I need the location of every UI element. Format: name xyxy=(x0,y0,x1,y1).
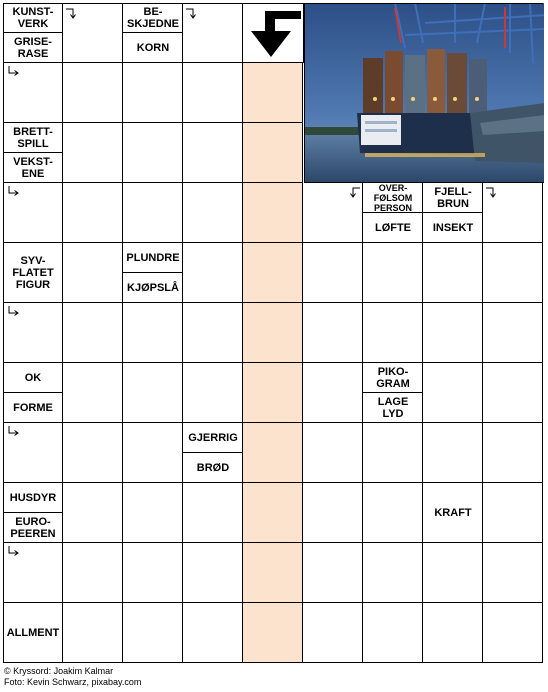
answer-cell[interactable] xyxy=(483,483,543,543)
solution-cell[interactable] xyxy=(243,63,303,123)
answer-cell[interactable] xyxy=(423,243,483,303)
clue-text: BRØD xyxy=(196,461,230,474)
crossword-grid xyxy=(3,3,543,663)
arrow-down-right-icon xyxy=(6,65,20,79)
clue-text: LØFTE xyxy=(374,221,412,234)
answer-cell[interactable] xyxy=(303,363,363,423)
clue-text: KRAFT xyxy=(434,507,472,519)
answer-cell[interactable] xyxy=(363,603,423,663)
answer-cell[interactable] xyxy=(123,63,183,123)
answer-cell[interactable] xyxy=(183,303,243,363)
solution-cell[interactable] xyxy=(243,483,303,543)
solution-cell[interactable] xyxy=(243,543,303,603)
clue-text: FORME xyxy=(13,401,53,414)
arrow-down-right-icon xyxy=(6,185,20,199)
clue-frame xyxy=(3,483,63,543)
clue-frame xyxy=(423,183,483,243)
clue-text: INSEKT xyxy=(432,221,474,234)
clue-frame xyxy=(3,3,63,63)
answer-cell[interactable] xyxy=(303,543,363,603)
clue-frame xyxy=(423,483,483,543)
arrow-down-right-icon xyxy=(6,425,20,439)
answer-cell[interactable] xyxy=(423,423,483,483)
answer-cell[interactable] xyxy=(483,603,543,663)
clue-frame xyxy=(3,363,63,423)
arrow-right-down-icon xyxy=(485,185,499,199)
answer-cell[interactable] xyxy=(63,63,123,123)
arrow-down-right-icon xyxy=(6,305,20,319)
answer-cell[interactable] xyxy=(423,363,483,423)
arrow-down-right-icon xyxy=(6,545,20,559)
clue-frame xyxy=(183,423,243,483)
clue-text: KUNST- VERK xyxy=(12,6,54,30)
clue-text: OK xyxy=(24,372,42,384)
photo-credit: Foto: Kevin Schwarz, pixabay.com xyxy=(4,677,142,687)
answer-cell[interactable] xyxy=(63,543,123,603)
clue-text: KJØPSLÅ xyxy=(127,281,179,294)
clue-text: GRISE- RASE xyxy=(14,35,52,60)
answer-cell[interactable] xyxy=(483,423,543,483)
solution-cell[interactable] xyxy=(243,423,303,483)
solution-cell[interactable] xyxy=(243,183,303,243)
answer-cell[interactable] xyxy=(423,603,483,663)
answer-cell[interactable] xyxy=(63,363,123,423)
answer-cell[interactable] xyxy=(303,303,363,363)
answer-cell[interactable] xyxy=(363,243,423,303)
answer-cell[interactable] xyxy=(183,123,243,183)
clue-frame xyxy=(363,183,423,243)
answer-cell[interactable] xyxy=(183,603,243,663)
answer-cell[interactable] xyxy=(183,243,243,303)
answer-cell[interactable] xyxy=(123,123,183,183)
answer-cell[interactable] xyxy=(303,243,363,303)
arrow-left-down-icon xyxy=(347,185,361,199)
solution-cell[interactable] xyxy=(243,243,303,303)
clue-text: VEKST- ENE xyxy=(13,155,53,180)
answer-cell[interactable] xyxy=(123,543,183,603)
crossword-credit: © Kryssord: Joakim Kalmar xyxy=(4,666,114,676)
answer-cell[interactable] xyxy=(483,243,543,303)
answer-cell[interactable] xyxy=(63,423,123,483)
solution-cell[interactable] xyxy=(243,303,303,363)
answer-cell[interactable] xyxy=(423,303,483,363)
answer-cell[interactable] xyxy=(63,603,123,663)
answer-cell[interactable] xyxy=(483,363,543,423)
container-ship-photo xyxy=(304,3,544,183)
answer-cell[interactable] xyxy=(123,483,183,543)
clue-text: SYV- FLATET FIGUR xyxy=(12,255,54,291)
clue-text: ALLMENT xyxy=(6,627,60,639)
credits xyxy=(4,666,141,688)
clue-text: GJERRIG xyxy=(188,432,238,444)
clue-text: BE- SKJEDNE xyxy=(127,6,179,30)
answer-cell[interactable] xyxy=(63,123,123,183)
clue-text: OVER- FØLSOM PERSON xyxy=(373,184,413,212)
clue-frame xyxy=(3,243,63,303)
answer-cell[interactable] xyxy=(183,483,243,543)
solution-cell[interactable] xyxy=(243,603,303,663)
clue-frame xyxy=(3,603,63,663)
clue-frame xyxy=(3,123,63,183)
answer-cell[interactable] xyxy=(123,423,183,483)
answer-cell[interactable] xyxy=(363,423,423,483)
answer-cell[interactable] xyxy=(303,603,363,663)
answer-cell[interactable] xyxy=(123,363,183,423)
arrow-right-down-icon xyxy=(65,6,79,20)
clue-text: PLUNDRE xyxy=(126,252,180,264)
clue-text: LAGE LYD xyxy=(377,395,409,420)
answer-cell[interactable] xyxy=(63,483,123,543)
solution-cell[interactable] xyxy=(243,363,303,423)
answer-cell[interactable] xyxy=(483,303,543,363)
clue-frame xyxy=(123,3,183,63)
solution-cell[interactable] xyxy=(243,123,303,183)
clue-frame xyxy=(363,363,423,423)
clue-text: KORN xyxy=(136,41,170,54)
answer-cell[interactable] xyxy=(63,243,123,303)
arrow-right-down-icon xyxy=(185,6,199,20)
answer-cell[interactable] xyxy=(183,183,243,243)
answer-cell[interactable] xyxy=(183,363,243,423)
answer-cell[interactable] xyxy=(63,303,123,363)
clue-text: HUSDYR xyxy=(9,492,57,504)
solution-start-arrow-icon xyxy=(251,11,303,59)
answer-cell[interactable] xyxy=(123,603,183,663)
answer-cell[interactable] xyxy=(423,543,483,603)
answer-cell[interactable] xyxy=(123,183,183,243)
answer-cell[interactable] xyxy=(483,543,543,603)
answer-cell[interactable] xyxy=(363,543,423,603)
clue-text: EURO- PEEREN xyxy=(10,515,56,540)
clue-frame xyxy=(123,243,183,303)
answer-cell[interactable] xyxy=(123,303,183,363)
answer-cell[interactable] xyxy=(183,63,243,123)
clue-text: PIKO- GRAM xyxy=(376,366,410,390)
answer-cell[interactable] xyxy=(363,483,423,543)
answer-cell[interactable] xyxy=(183,543,243,603)
answer-cell[interactable] xyxy=(303,483,363,543)
clue-text: FJELL- BRUN xyxy=(434,186,472,210)
answer-cell[interactable] xyxy=(303,423,363,483)
answer-cell[interactable] xyxy=(63,183,123,243)
clue-text: BRETT- SPILL xyxy=(13,126,53,150)
answer-cell[interactable] xyxy=(363,303,423,363)
